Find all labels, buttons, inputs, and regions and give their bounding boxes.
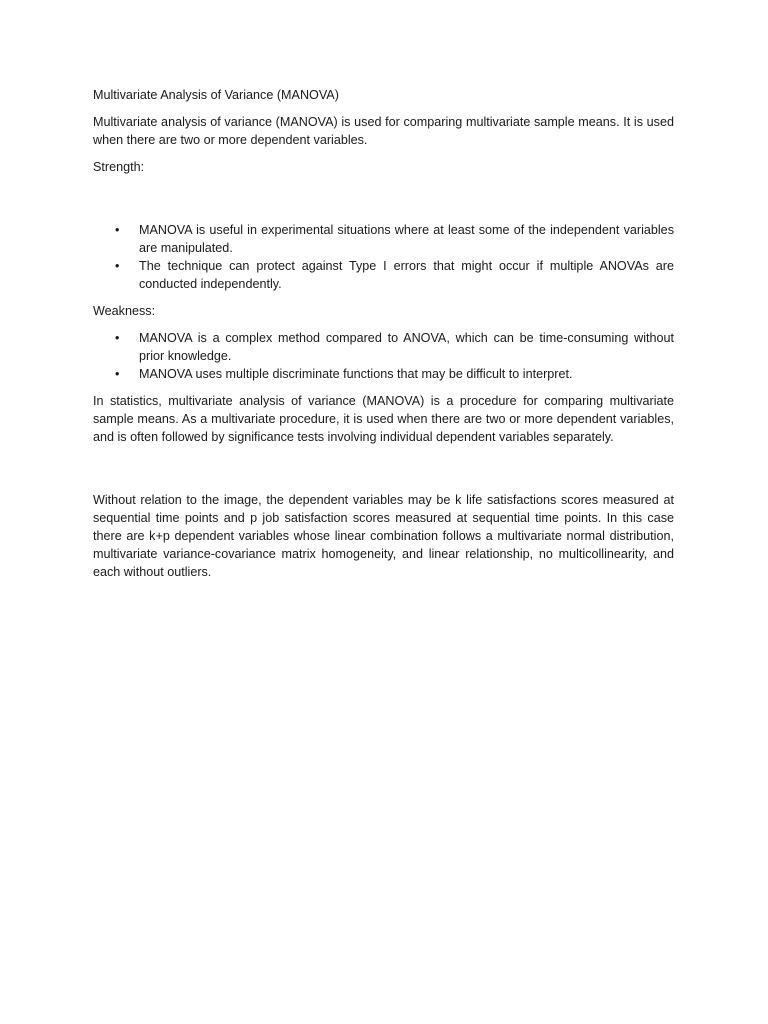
weakness-item [93, 365, 674, 383]
bullet-icon: • [115, 223, 120, 237]
bullet-icon: • [115, 367, 120, 381]
weakness-item-text: MANOVA is a complex method compared to ANOVA, which can be time-consuming without prior knowledge. [139, 331, 674, 363]
weakness-item-text: MANOVA uses multiple discriminate functions that may be difficult to interpret. [139, 367, 573, 381]
strength-item [93, 221, 674, 257]
intro-paragraph: Multivariate analysis of variance (MANOVA) is used for comparing multivariate sample means. It is used when there are two or more dependent variables. [93, 115, 674, 147]
document-title: Multivariate Analysis of Variance (MANOVA) [93, 88, 339, 102]
strength-item [93, 257, 674, 293]
weakness-list [93, 329, 674, 383]
strength-item-text: The technique can protect against Type I errors that might occur if multiple ANOVAs are conducted independently. [139, 259, 674, 291]
weakness-item [93, 329, 674, 365]
document-page [93, 86, 674, 590]
bullet-icon: • [115, 331, 120, 345]
weakness-heading: Weakness: [93, 304, 156, 318]
strength-list [93, 221, 674, 293]
paragraph-spacer [93, 455, 674, 491]
strength-heading: Strength: [93, 160, 145, 174]
bullet-icon: • [115, 259, 120, 273]
strength-item-text: MANOVA is useful in experimental situations where at least some of the independent variables are manipulated. [139, 223, 674, 255]
relation-paragraph: Without relation to the image, the dependent variables may be k life satisfactions scores measured at sequential time points and p job satisfaction scores measured at sequential time points. In this case there are k+p dependent variables whose linear combination follows a multivariate normal distribution, multivariate variance-covariance matrix homogeneity, and linear relationship, no multicollinearity, and each without outliers. [93, 493, 674, 579]
statistics-paragraph: In statistics, multivariate analysis of variance (MANOVA) is a procedure for comparing multivariate sample means. As a multivariate procedure, it is used when there are two or more dependent variables, and is often followed by significance tests involving individual dependent variables separately. [93, 394, 674, 444]
